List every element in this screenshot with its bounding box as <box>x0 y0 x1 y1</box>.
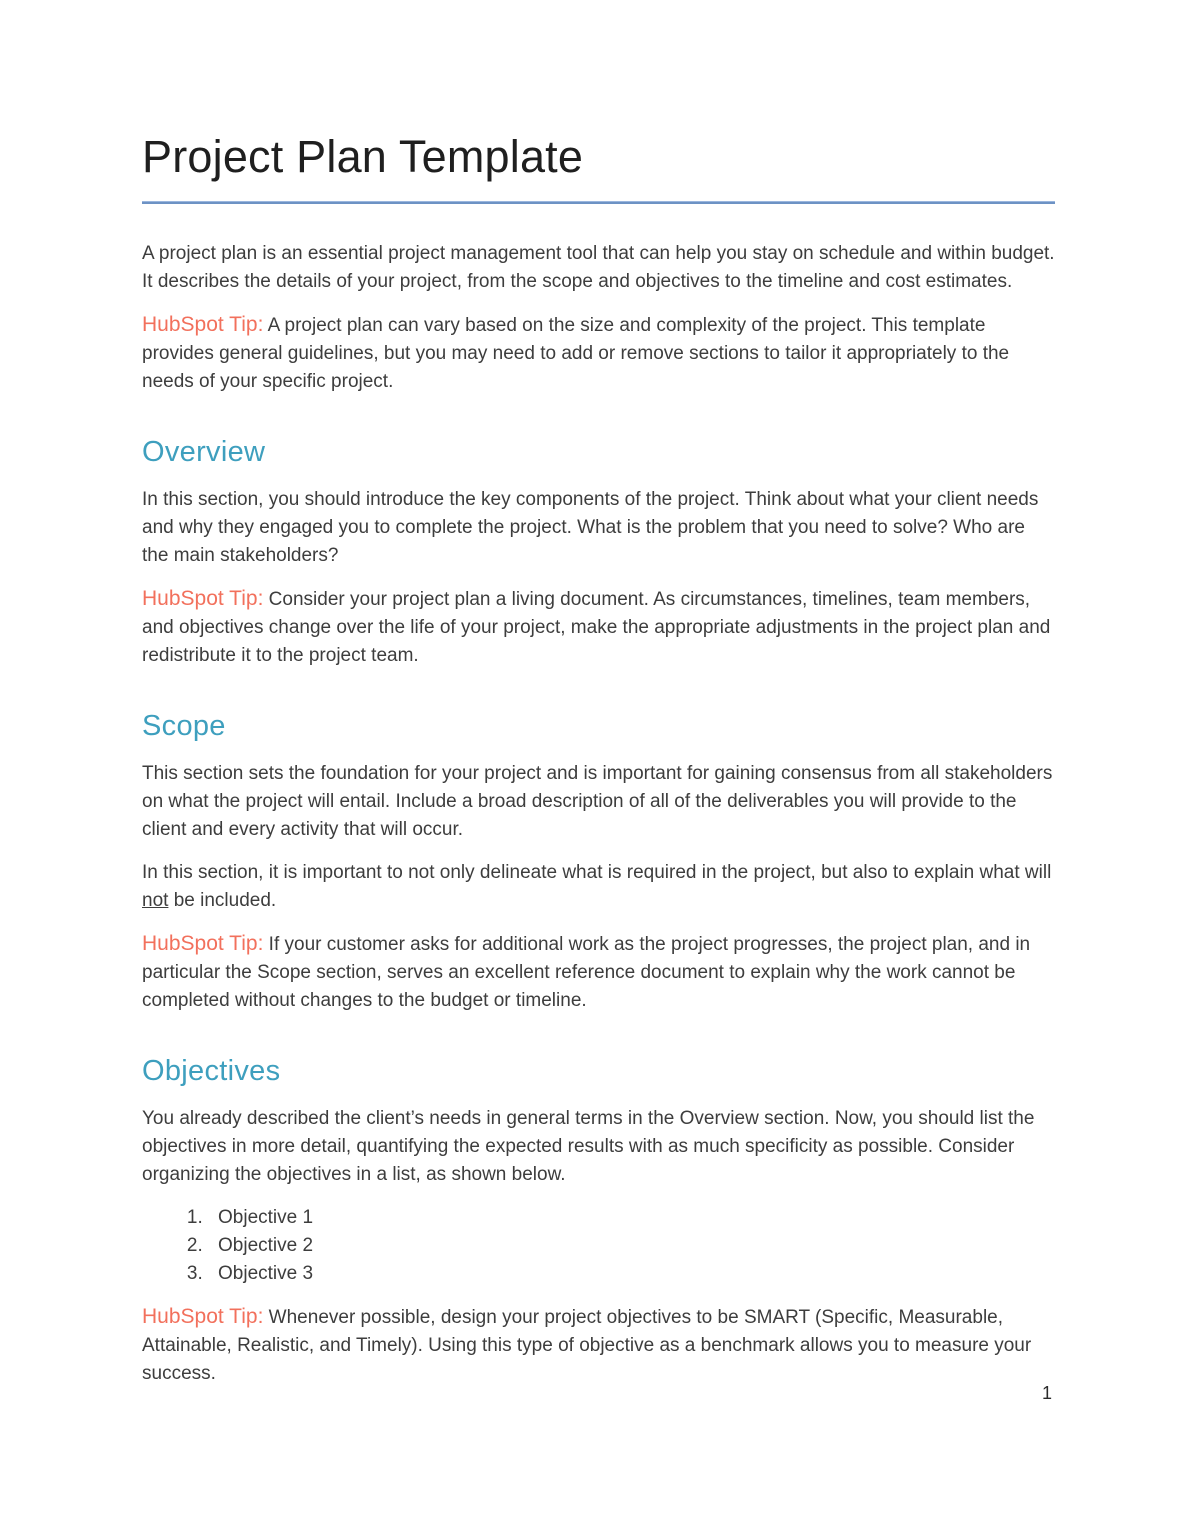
scope-paragraph-2 <box>142 859 1055 915</box>
hubspot-tip-text: Whenever possible, design your project objectives to be SMART (Specific, Measurable, Attainable, Realistic, and Timely). Using this type of objective as a benchmark allows you to measure your success. <box>142 1306 1032 1384</box>
section-heading-scope: Scope <box>142 709 226 742</box>
objectives-list-item: 2. Objective 2 <box>208 1232 1055 1260</box>
objectives-list <box>142 1204 1055 1288</box>
hubspot-tip-text: If your customer asks for additional work as the project progresses, the project plan, and in particular the Scope section, serves an excellent reference document to explain why the work cannot be completed without changes to the budget or timeline. <box>142 933 1031 1011</box>
objectives-list-item: 3. Objective 3 <box>208 1260 1055 1288</box>
scope-paragraph-2-tail: be included. <box>168 889 277 911</box>
intro-tip-paragraph <box>142 311 1055 396</box>
scope-paragraph-1: This section sets the foundation for your project and is important for gaining consensus from all stakeholders on what the project will entail. Include a broad description of all of the deliverables you will provide to the client and every activity that will occur. <box>142 762 1053 840</box>
hubspot-tip-text: A project plan can vary based on the size and complexity of the project. This template provides general guidelines, but you may need to add or remove sections to tailor it appropriately to the needs of your specific project. <box>142 314 1010 392</box>
hubspot-tip-label: HubSpot Tip: <box>142 586 264 610</box>
section-heading-objectives: Objectives <box>142 1054 281 1087</box>
hubspot-tip-label: HubSpot Tip: <box>142 312 264 336</box>
scope-tip-paragraph <box>142 930 1055 1015</box>
hubspot-tip-label: HubSpot Tip: <box>142 1304 264 1328</box>
page-number: 1 <box>1041 1383 1052 1403</box>
overview-tip-paragraph <box>142 585 1055 670</box>
scope-paragraph-2-text: In this section, it is important to not only delineate what is required in the project, but also to explain what will <box>142 861 1052 883</box>
overview-paragraph: In this section, you should introduce the key components of the project. Think about what your client needs and why they engaged you to complete the project. What is the problem that you need to solve? Who are the main stakeholders? <box>142 488 1039 566</box>
hubspot-tip-text: Consider your project plan a living document. As circumstances, timelines, team members, and objectives change over the life of your project, make the appropriate adjustments in the project plan and redistribute it to the project team. <box>142 588 1051 666</box>
objectives-list-item: 1. Objective 1 <box>208 1204 1055 1232</box>
title-divider <box>142 201 1055 204</box>
section-heading-overview: Overview <box>142 435 266 468</box>
objectives-tip-paragraph <box>142 1303 1055 1388</box>
hubspot-tip-label: HubSpot Tip: <box>142 931 264 955</box>
intro-paragraph: A project plan is an essential project management tool that can help you stay on schedule and within budget. It describes the details of your project, from the scope and objectives to the timeline and cost estimates. <box>142 242 1055 292</box>
page-title: Project Plan Template <box>142 131 584 182</box>
objectives-paragraph: You already described the client’s needs in general terms in the Overview section. Now, you should list the objectives in more detail, quantifying the expected results with as much specificity as possible. Consider organizing the objectives in a list, as shown below. <box>142 1107 1035 1185</box>
scope-underlined-word: not <box>142 889 169 911</box>
